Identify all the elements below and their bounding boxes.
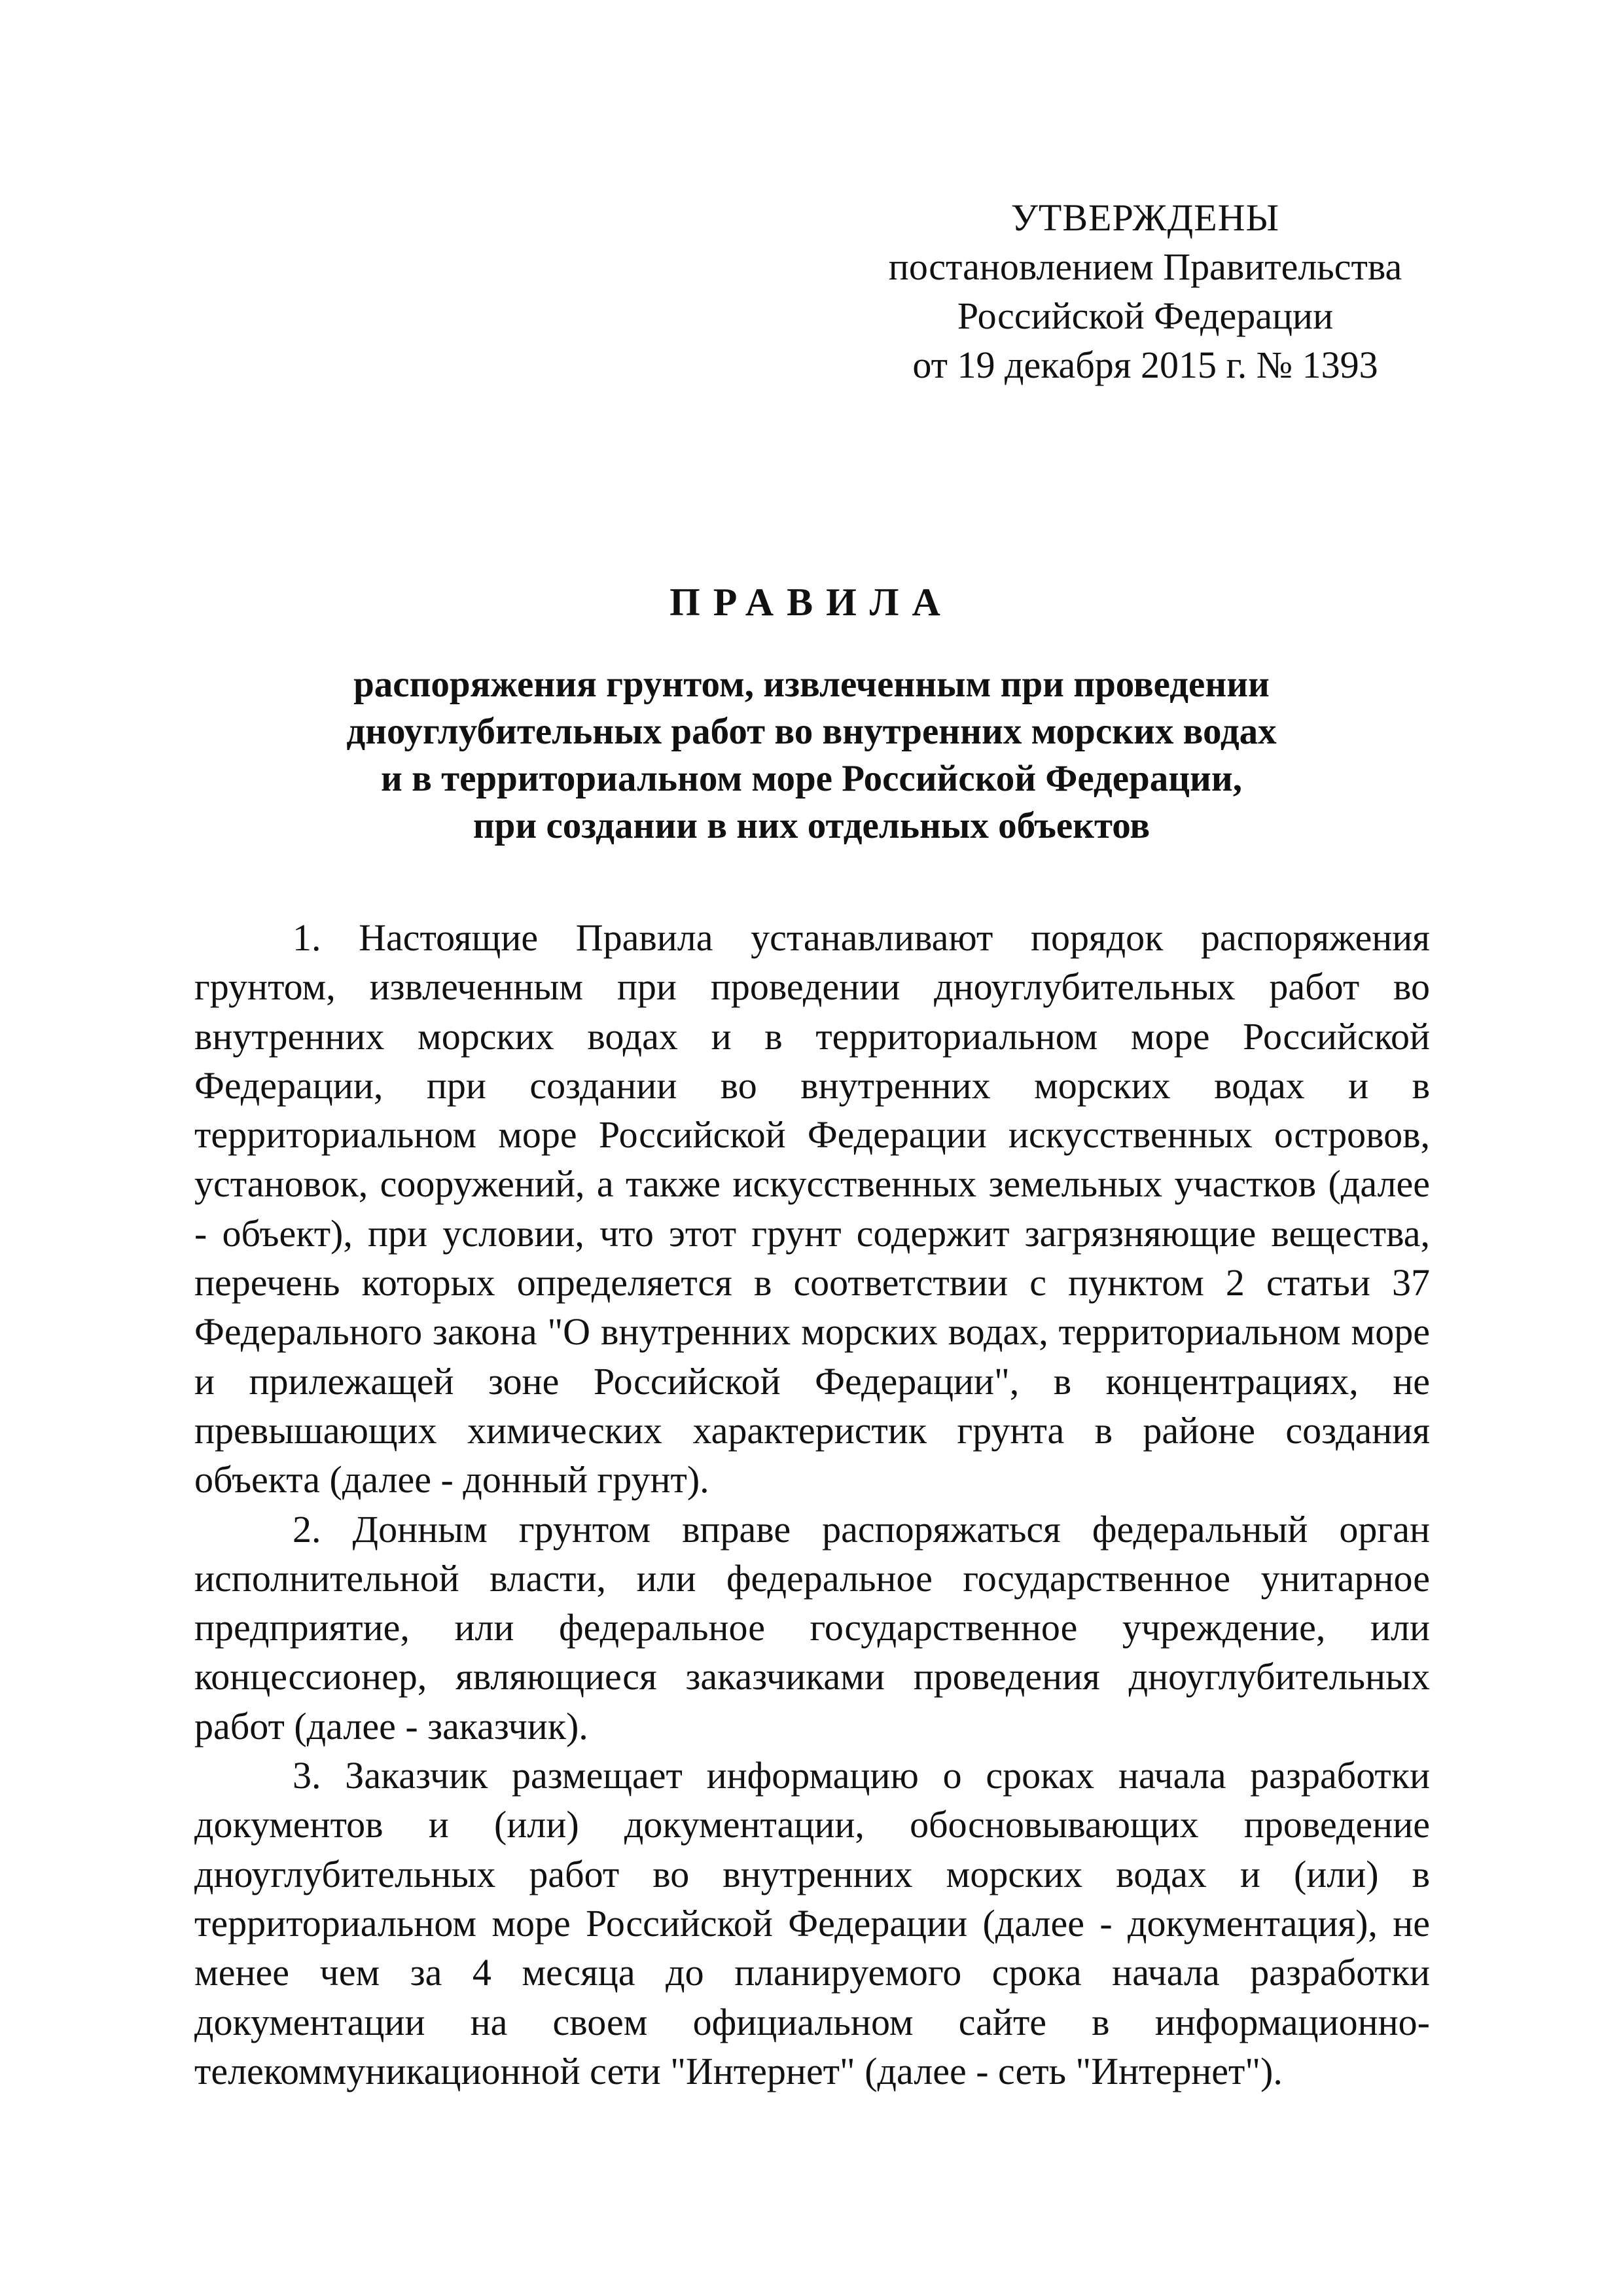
approval-line-2: Российской Федерации <box>957 295 1334 337</box>
approval-title: УТВЕРЖДЕНЫ <box>1010 196 1280 239</box>
title-block <box>196 576 1427 850</box>
approval-line-1: постановлением Правительства <box>888 245 1402 288</box>
subtitle-line-1: распоряжения грунтом, извлеченным при проведении <box>353 664 1270 705</box>
approval-line-3: от 19 декабря 2015 г. № 1393 <box>912 344 1378 386</box>
paragraph-2: 2. Донным грунтом вправе распоряжаться федеральный орган исполнительной власти, или федеральное государственное унитарное предприятие, или федеральное государственное учреждение, или концессионер, являющиеся заказчиками проведения дноуглубительных работ (далее - заказчик). <box>194 1507 1430 1748</box>
paragraph-3: 3. Заказчик размещает информацию о сроках начала разработки документов и (или) документации, обосновывающих проведение дноуглубительных работ во внутренних морских водах и (или) в территориальном море Российской Федерации (далее - документация), не менее чем за 4 месяца до планируемого срока начала разработки документации на своем официальном сайте в информационно-телекоммуникационной сети "Интернет" (далее - сеть "Интернет"). <box>194 1754 1430 2092</box>
document-subtitle <box>196 661 1427 850</box>
paragraph-1: 1. Настоящие Правила устанавливают порядок распоряжения грунтом, извлеченным при проведении дноуглубительных работ во внутренних морских водах и в территориальном море Российской Федерации, при создании во внутренних морских водах и в территориальном море Российской Федерации искусственных островов, установок, сооружений, а также искусственных земельных участков (далее - объект), при условии, что этот грунт содержит загрязняющие вещества, перечень которых определяется в соответствии с пунктом 2 статьи 37 Федерального закона "О внутренних морских водах, территориальном море и прилежащей зоне Российской Федерации", в концентрациях, не превышающих химических характеристик грунта в районе создания объекта (далее - донный грунт). <box>194 916 1430 1501</box>
document-title: ПРАВИЛА <box>669 581 954 624</box>
document-body <box>194 913 1430 2096</box>
subtitle-line-4: при создании в них отдельных объектов <box>473 805 1150 846</box>
approval-block <box>851 193 1440 389</box>
subtitle-line-3: и в территориальном море Российской Федерации, <box>380 758 1242 799</box>
subtitle-line-2: дноуглубительных работ во внутренних морских водах <box>346 711 1277 752</box>
